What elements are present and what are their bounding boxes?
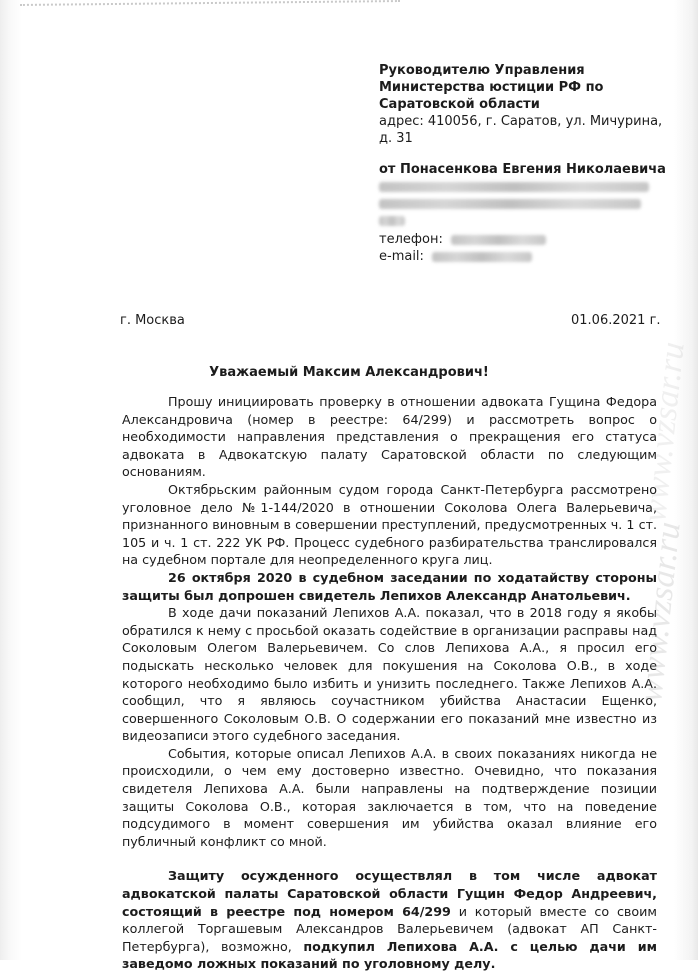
addressee-address-2: д. 31 bbox=[379, 131, 413, 146]
sender-address-redacted-2 bbox=[379, 195, 679, 212]
phone-row bbox=[379, 231, 679, 248]
paragraph-1: Прошу инициировать проверку в отношении адвоката Гущина Федора Александровича (номер в реестре: 64/299) и рассмотреть вопрос о необходимости направления представления о прекращения его статуса адвоката в Адвокатскую палату Саратовской области по следующим основаниям. bbox=[122, 394, 657, 480]
salutation: Уважаемый Максим Александрович! bbox=[209, 365, 489, 380]
email-redacted bbox=[432, 252, 532, 262]
addressee-block bbox=[379, 62, 679, 265]
email-row bbox=[379, 248, 679, 265]
paragraph-6-bold-1: Защиту осужденного осуществлял в том числе адвокат адвокатской палаты Саратовской области Гущин Федор Андреевич, состоящий в реестре под номером 64/299 bbox=[122, 868, 657, 919]
date: 01.06.2021 г. bbox=[571, 313, 661, 328]
paragraph-6 bbox=[122, 867, 657, 973]
paragraph-5: События, которые описал Лепихов А.А. в своих показаниях никогда не происходили, о чем ему достоверно известно. Очевидно, что показания свидетеля Лепихова А.А. были направлены на подтверждение позиции защиты Соколова О.В., которая заключается в том, что на поведение подсудимого в момент совершения им убийства оказал влияние его публичный конфликт со мной. bbox=[122, 745, 657, 849]
place: г. Москва bbox=[120, 313, 185, 328]
addressee-address-1: адрес: 410056, г. Саратов, ул. Мичурина, bbox=[379, 114, 663, 129]
watermark: www.vzsar.ru bbox=[632, 520, 688, 704]
paragraph-6-plain: и который вместе со своим коллегой Торгашевым Александров Валерьевичем (адвокат АП Санкт-Петербурга), возможно, bbox=[122, 903, 657, 954]
letter-body bbox=[122, 393, 657, 973]
paragraph-6-bold-2: подкупил Лепихова А.А. с целью дачи им заведомо ложных показаний по уголовному делу. bbox=[122, 938, 657, 972]
addressee-line-2: Министерства юстиции РФ по bbox=[379, 80, 604, 95]
sender-address-redacted-1 bbox=[379, 178, 679, 195]
sender-name: от Понасенкова Евгения Николаевича bbox=[379, 162, 666, 177]
watermark-faint: www.vzsar.ru bbox=[636, 340, 692, 524]
email-label: e-mail: bbox=[379, 249, 424, 264]
paragraph-4: В ходе дачи показаний Лепихов А.А. показал, что в 2018 году я якобы обратился к нему с просьбой оказать содействие в организации расправы над Соколовым Олегом Валерьевичем. Со слов Лепихова А.А., я просил его подыскать несколько человек для покушения на Соколова О.В., в ходе которого необходимо было избить и унизить последнего. Также Лепихов А.А. сообщил, что я являюсь соучастником убийства Анастасии Ещенко, совершенного Соколовым О.В. О содержании его показаний мне известно из видеозаписи этого судебного заседания. bbox=[122, 605, 657, 744]
addressee-line-1: Руководителю Управления bbox=[379, 63, 585, 78]
addressee-line-3: Саратовской области bbox=[379, 97, 540, 112]
sender-address-redacted-3 bbox=[379, 212, 679, 229]
paragraph-2: Октябрьским районным судом города Санкт-Петербурга рассмотрено уголовное дело №1-144/2020 в отношении Соколова Олега Валерьевича, признанного виновным в совершении преступлений, предусмотренных ч. 1 ст. 105 и ч. 1 ст. 222 УК РФ. Процесс судебного разбирательства транслировался на судебном портале для неопределенного круга лиц. bbox=[122, 481, 657, 568]
phone-label: телефон: bbox=[379, 232, 443, 247]
phone-redacted bbox=[451, 235, 546, 245]
paragraph-3: 26 октября 2020 в судебном заседании по ходатайству стороны защиты был допрошен свидетель Лепихов Александр Анатольевич. bbox=[122, 569, 657, 603]
scan-artifact-line bbox=[20, 0, 400, 16]
